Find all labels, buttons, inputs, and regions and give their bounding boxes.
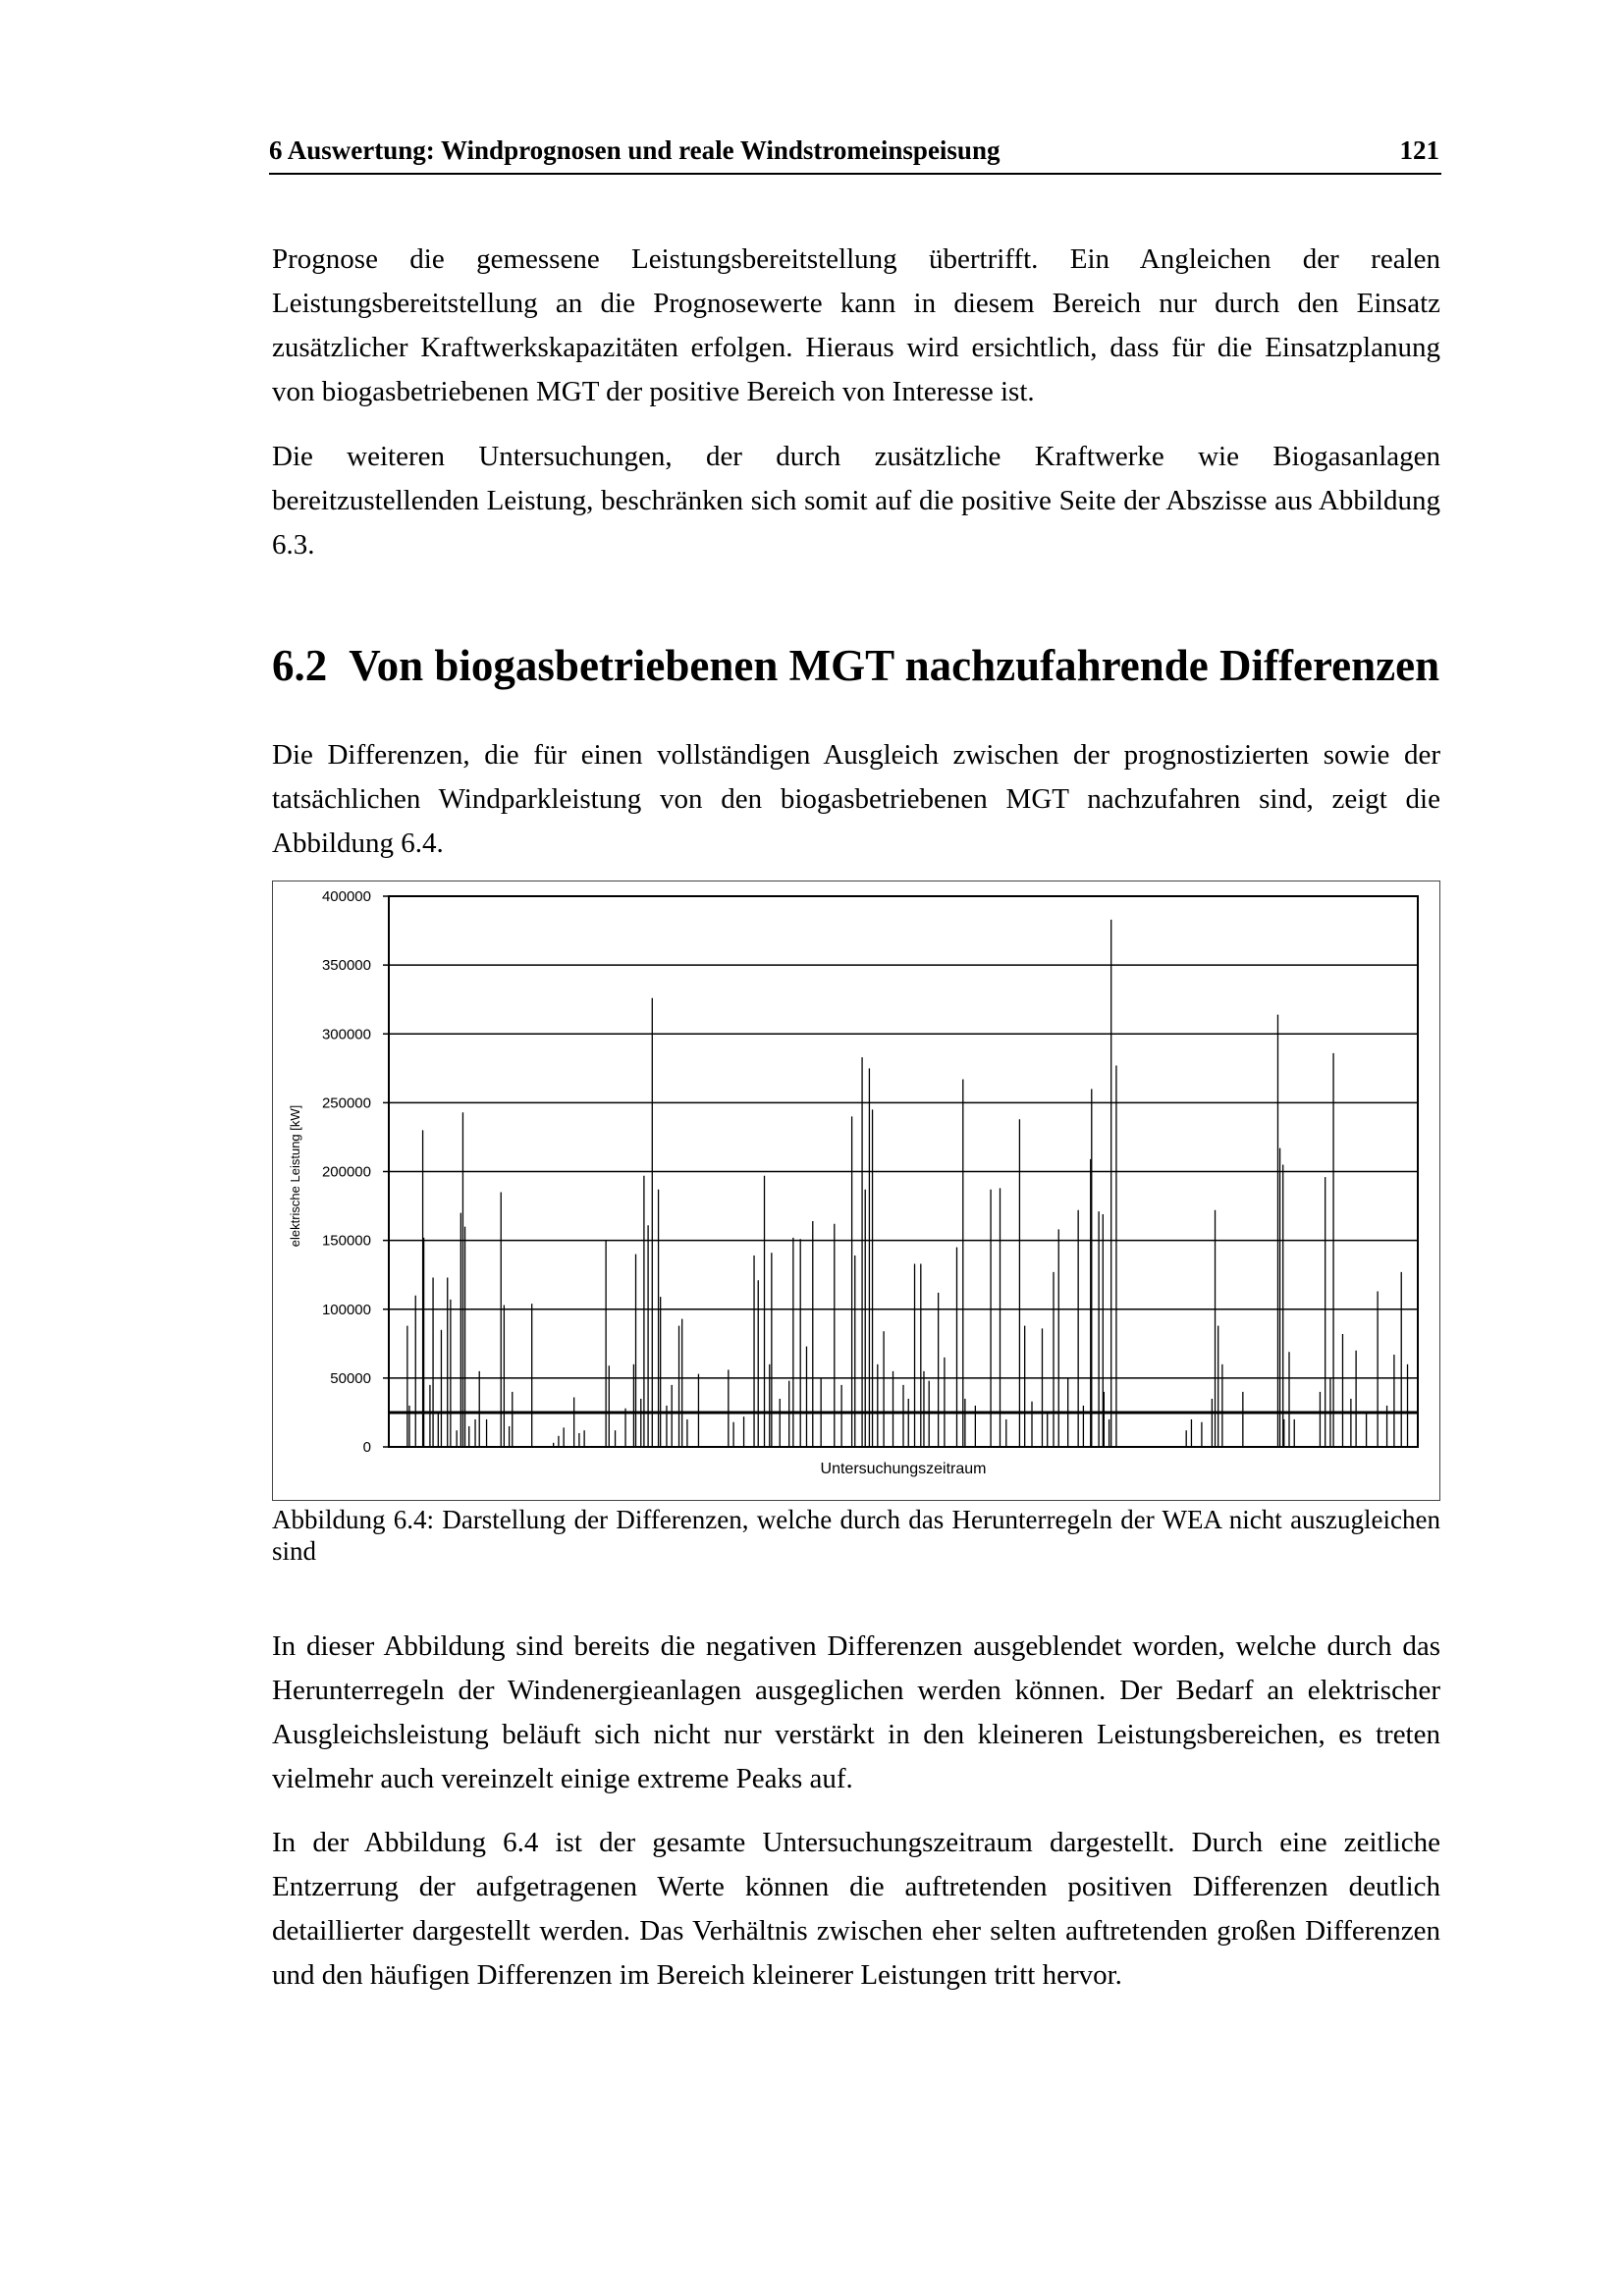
y-tick-label: 200000 [321, 1163, 371, 1181]
y-tick-label: 250000 [321, 1095, 371, 1112]
paragraph: In der Abbildung 6.4 ist der gesamte Untersuchungszeitraum dargestellt. Durch eine zeitliche Entzerrung der aufgetragenen Werte können die auftretenden positiven Differenzen deutlich detaillierter dargestellt werden. Das Verhältnis zwischen eher selten auftretenden großen Differenzen und den häufigen Differenzen im Bereich kleinerer Leistungen tritt hervor. [272, 1827, 1440, 1991]
y-tick-label: 100000 [321, 1301, 371, 1318]
figure-caption: Abbildung 6.4: Darstellung der Differenzen, welche durch das Herunterregeln der WEA nicht auszugleichen sind [272, 1505, 1440, 1566]
section-heading [272, 640, 1439, 691]
section-number: 6.2 [272, 641, 328, 690]
paragraph: Prognose die gemessene Leistungsbereitstellung übertrifft. Ein Angleichen der realen Leistungsbereitstellung an die Prognosewerte kann in diesem Bereich nur durch den Einsatz zusätzlicher Kraftwerkskapazitäten erfolgen. Hieraus wird ersichtlich, dass für die Einsatzplanung von biogasbetriebenen MGT der positive Bereich von Interesse ist. [272, 243, 1440, 407]
y-tick-label: 300000 [321, 1026, 371, 1043]
figure-6-4 [272, 881, 1440, 1501]
y-tick-label: 150000 [321, 1232, 371, 1250]
paragraph: Die Differenzen, die für einen vollständigen Ausgleich zwischen der prognostizierten sowie der tatsächlichen Windparkleistung von den biogasbetriebenen MGT nachzufahren sind, zeigt die Abbildung 6.4. [272, 739, 1440, 859]
y-axis-label: elektrische Leistung [kW] [288, 1104, 302, 1248]
x-axis-label: Untersuchungszeitraum [820, 1461, 987, 1477]
page-number: 121 [1399, 135, 1439, 165]
y-tick-label: 400000 [321, 888, 371, 905]
y-tick-label: 350000 [321, 957, 371, 975]
y-tick-label: 50000 [330, 1369, 371, 1387]
section-title: Von biogasbetriebenen MGT nachzufahrende Differenzen [349, 641, 1440, 690]
running-header-title: 6 Auswertung: Windprognosen und reale Windstromeinspeisung [269, 135, 1001, 165]
paragraph: Die weiteren Untersuchungen, der durch zusätzliche Kraftwerke wie Biogasanlagen bereitzustellenden Leistung, beschränken sich somit auf die positive Seite der Abszisse aus Abbildung 6.3. [272, 441, 1440, 561]
paragraph: In dieser Abbildung sind bereits die negativen Differenzen ausgeblendet worden, welche durch das Herunterregeln der Windenergieanlagen ausgeglichen werden können. Der Bedarf an elektrischer Ausgleichsleistung beläuft sich nicht nur verstärkt in den kleineren Leistungsbereichen, es treten vielmehr auch vereinzelt einige extreme Peaks auf. [272, 1630, 1440, 1794]
y-tick-label: 0 [362, 1439, 371, 1456]
bar-chart [273, 881, 1439, 1500]
running-header [269, 135, 1441, 175]
